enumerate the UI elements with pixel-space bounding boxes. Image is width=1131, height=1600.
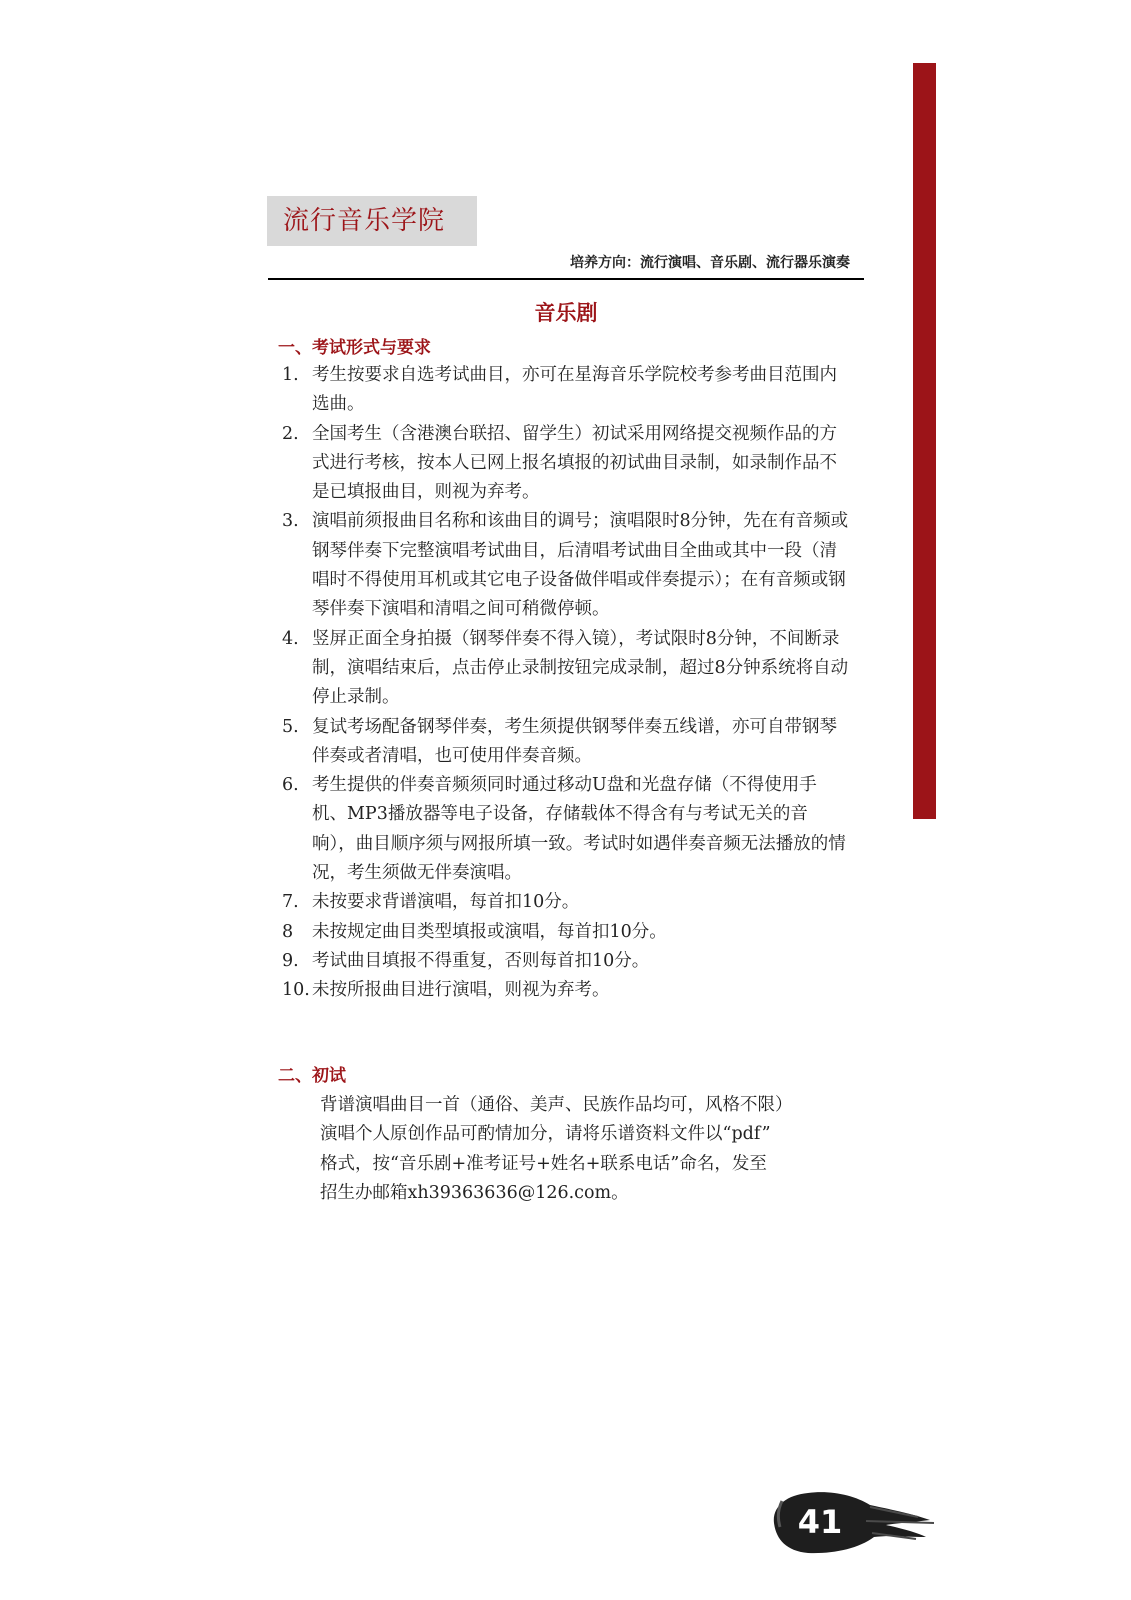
- paragraph-line: 招生办邮箱xh39363636@126.com。: [320, 1182, 629, 1203]
- list-item: [282, 976, 850, 1005]
- preliminary-paragraph: [320, 1091, 866, 1208]
- requirements-list: [282, 361, 850, 1006]
- item-number: 3.: [282, 511, 299, 532]
- item-text: 未按所报曲目进行演唱，则视为弃考。: [312, 980, 610, 1001]
- item-text: 考试曲目填报不得重复，否则每首扣10分。: [312, 950, 650, 971]
- item-number: 1.: [282, 365, 299, 385]
- list-item: [282, 888, 850, 917]
- item-number: 9.: [282, 950, 299, 971]
- item-number: 5.: [282, 716, 299, 737]
- item-number: 8: [282, 921, 294, 942]
- item-text: 考生提供的伴奏音频须同时通过移动U盘和光盘存储（不得使用手机、MP3播放器等电子设备，存储载体不得含有与考试无关的音响），曲目顺序须与网报所填一致。考试时如遇伴奏音频无法播放的情况，考生须做无伴奏演唱。: [312, 775, 846, 884]
- list-item: [282, 507, 850, 624]
- list-item: [282, 713, 850, 772]
- item-number: 2.: [282, 423, 299, 444]
- item-number: 4.: [282, 628, 299, 649]
- header-divider: [268, 278, 864, 280]
- item-text: 未按要求背谱演唱，每首扣10分。: [312, 892, 580, 913]
- list-item: [282, 947, 850, 976]
- item-number: 10.: [282, 980, 310, 1001]
- item-text: 复试考场配备钢琴伴奏，考生须提供钢琴伴奏五线谱，亦可自带钢琴伴奏或者清唱，也可使用伴奏音频。: [312, 716, 837, 766]
- side-accent-bar: [913, 63, 936, 819]
- paragraph-line: 演唱个人原创作品可酌情加分，请将乐谱资料文件以“pdf”: [320, 1124, 771, 1145]
- section-heading-exam-format: 一、考试形式与要求: [278, 338, 431, 358]
- list-item: [282, 361, 850, 420]
- page-title: 音乐剧: [534, 301, 598, 325]
- item-text: 未按规定曲目类型填报或演唱，每首扣10分。: [312, 921, 667, 942]
- item-text: 考生按要求自选考试曲目，亦可在星海音乐学院校考参考曲目范围内选曲。: [312, 365, 837, 415]
- paragraph-line: 背谱演唱曲目一首（通俗、美声、民族作品均可，风格不限）: [320, 1095, 793, 1115]
- page-number: 41: [797, 1503, 843, 1541]
- list-item: [282, 771, 850, 888]
- item-number: 7.: [282, 892, 299, 913]
- page-number-badge: [768, 1487, 938, 1557]
- college-name: 流行音乐学院: [283, 206, 446, 236]
- list-item: [282, 625, 850, 713]
- paragraph-line: 格式，按“音乐剧+准考证号+姓名+联系电话”命名，发至: [320, 1153, 767, 1174]
- list-item: [282, 918, 850, 947]
- item-text: 竖屏正面全身拍摄（钢琴伴奏不得入镜），考试限时8分钟，不间断录制，演唱结束后，点击停止录制按钮完成录制，超过8分钟系统将自动停止录制。: [312, 628, 849, 708]
- item-text: 演唱前须报曲目名称和该曲目的调号；演唱限时8分钟，先在有音频或钢琴伴奏下完整演唱考试曲目，后清唱考试曲目全曲或其中一段（清唱时不得使用耳机或其它电子设备做伴唱或伴奏提示）；在有音频或钢琴伴奏下演唱和清唱之间可稍微停顿。: [312, 511, 849, 620]
- section-heading-preliminary: 二、初试: [278, 1066, 346, 1086]
- training-direction: 培养方向：流行演唱、音乐剧、流行器乐演奏: [570, 255, 850, 271]
- college-name-box: [267, 196, 477, 246]
- item-text: 全国考生（含港澳台联招、留学生）初试采用网络提交视频作品的方式进行考核，按本人已网上报名填报的初试曲目录制，如录制作品不是已填报曲目，则视为弃考。: [312, 423, 837, 503]
- list-item: [282, 420, 850, 508]
- item-number: 6.: [282, 775, 299, 796]
